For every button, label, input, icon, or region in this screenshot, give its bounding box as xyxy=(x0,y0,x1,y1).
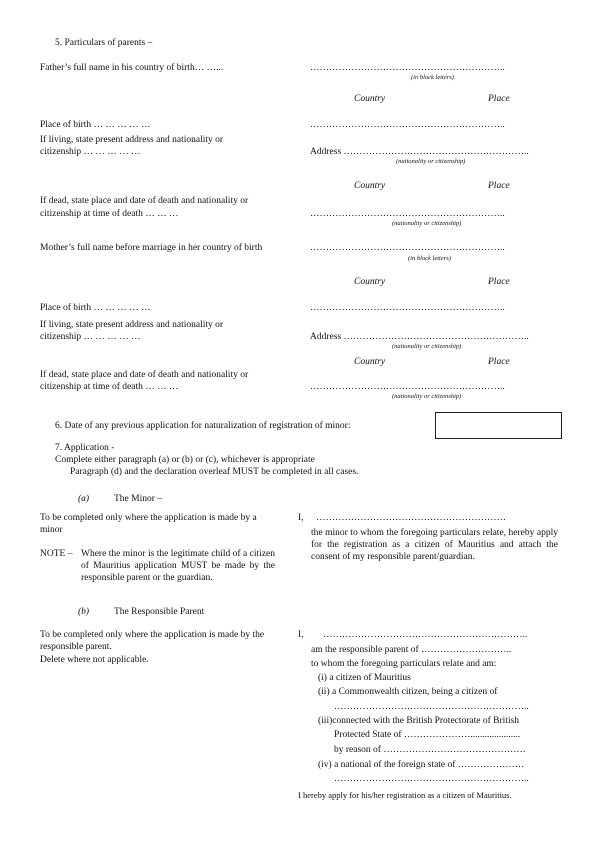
mother-place-of-birth-label: Place of birth … … … … … xyxy=(40,303,151,313)
part-b-option-iv[interactable]: (iv) a national of the foreign state of ………………… xyxy=(318,760,525,770)
part-a-note-text: Where the minor is the legitimate child of a citizen of Mauritius application MUST be made by the responsible parent or the guardian. xyxy=(81,549,275,583)
father-name-label: Father’s full name in his country of birth… …... xyxy=(40,63,224,73)
mother-if-dead-label: If dead, state place and date of death and nationality or xyxy=(40,370,249,380)
mother-death-field[interactable]: …………………………………………………….. xyxy=(310,382,505,392)
place-label: Place xyxy=(488,181,510,191)
mother-name-field[interactable]: …………………………………………………….. xyxy=(310,243,505,253)
mother-if-living-label-2: citizenship … … … … … xyxy=(40,332,141,342)
part-a-letter: (a) xyxy=(78,494,90,504)
mother-name-label: Mother’s full name before marriage in her country of birth xyxy=(40,243,263,253)
father-address-field[interactable]: Address ………………………………………………….. xyxy=(310,147,529,157)
father-name-field[interactable]: …………………………………………………….. xyxy=(310,63,505,73)
place-label: Place xyxy=(488,357,510,367)
block-letters-hint: (in block letters) xyxy=(408,255,451,262)
part-a-note-prefix: NOTE – xyxy=(40,549,73,559)
section-5-heading: 5. Particulars of parents – xyxy=(55,38,153,48)
father-if-dead-label: If dead, state place and date of death and nationality or xyxy=(40,196,249,206)
part-b-i: I, xyxy=(298,630,304,640)
part-b-declaration: I hereby apply for his/her registration as a citizen of Mauritius. xyxy=(298,790,512,800)
mother-if-living-label: If living, state present address and nationality or xyxy=(40,320,224,330)
father-if-living-label-2: citizenship … … … … … xyxy=(40,147,141,157)
mother-if-dead-label-2: citizenship at time of death … … … xyxy=(40,382,179,392)
father-if-dead-label-2: citizenship at time of death … … … xyxy=(40,209,179,219)
nationality-hint: (nationality or citizenship) xyxy=(392,220,462,227)
place-label: Place xyxy=(488,94,510,104)
place-label: Place xyxy=(488,277,510,287)
part-b-option-iii[interactable]: (iii)connected with the British Protectorate of British xyxy=(318,716,520,726)
block-letters-hint: (in block letters) xyxy=(411,74,454,81)
part-b-option-iii-state-field[interactable]: Protected State of …………………..................... xyxy=(334,730,521,740)
part-b-parent-of[interactable]: am the responsible parent of ……………………….. xyxy=(311,645,512,655)
part-b-option-iii-reason-field[interactable]: by reason of ……………………………………… xyxy=(334,745,526,755)
part-b-option-ii-field[interactable]: …………………………………………………….. xyxy=(334,702,529,712)
section-7-heading: 7. Application - xyxy=(55,443,115,453)
country-label: Country xyxy=(354,181,386,191)
father-if-living-label: If living, state present address and nationality or xyxy=(40,135,224,145)
mother-address-field[interactable]: Address ………………………………………………….. xyxy=(310,332,529,342)
part-a-name-field[interactable]: …………………………………………………… xyxy=(316,513,506,523)
part-b-option-i[interactable]: (i) a citizen of Mauritius xyxy=(318,673,411,683)
part-b-letter: (b) xyxy=(78,607,90,617)
part-b-option-iv-field[interactable]: …………………………………………………….. xyxy=(334,774,529,784)
country-label: Country xyxy=(354,357,386,367)
section-7-line-2: Paragraph (d) and the declaration overleaf MUST be completed in all cases. xyxy=(70,467,359,477)
part-b-option-ii[interactable]: (ii) a Commonwealth citizen, being a citizen of xyxy=(318,687,498,697)
nationality-hint: (nationality or citizenship) xyxy=(392,343,462,350)
section-6-label: 6. Date of any previous application for naturalization of registration of minor: xyxy=(55,421,351,431)
part-a-statement: the minor to whom the foregoing particulars relate, hereby apply for the registration as a citizen of Mauritius and attach the consent of my responsible parent/guardian. xyxy=(311,528,558,562)
part-a-title: The Minor – xyxy=(114,494,163,504)
nationality-hint: (nationality or citizenship) xyxy=(396,158,466,165)
part-b-delete-note: Delete where not applicable. xyxy=(40,655,149,665)
country-label: Country xyxy=(354,94,386,104)
country-label: Country xyxy=(354,277,386,287)
mother-place-of-birth-field[interactable]: …………………………………………………….. xyxy=(310,303,505,313)
nationality-hint: (nationality or citizenship) xyxy=(392,393,462,400)
father-place-of-birth-label: Place of birth … … … … … xyxy=(40,120,151,130)
section-7-line-1: Complete either paragraph (a) or (b) or (c), whichever is appropriate xyxy=(55,455,315,465)
part-b-title: The Responsible Parent xyxy=(114,607,205,617)
part-b-relate: to whom the foregoing particulars relate and am: xyxy=(311,659,497,669)
part-a-left-note: To be completed only where the application is made by a minor xyxy=(40,513,257,535)
father-death-field[interactable]: …………………………………………………….. xyxy=(310,209,505,219)
part-b-name-field[interactable]: ……………………………………………………….. xyxy=(323,630,528,640)
part-a-i: I, xyxy=(298,513,304,523)
father-place-of-birth-field[interactable]: …………………………………………………….. xyxy=(310,120,505,130)
previous-application-date-box[interactable] xyxy=(435,412,562,439)
part-b-left-note: To be completed only where the application is made by the responsible parent. xyxy=(40,630,265,652)
